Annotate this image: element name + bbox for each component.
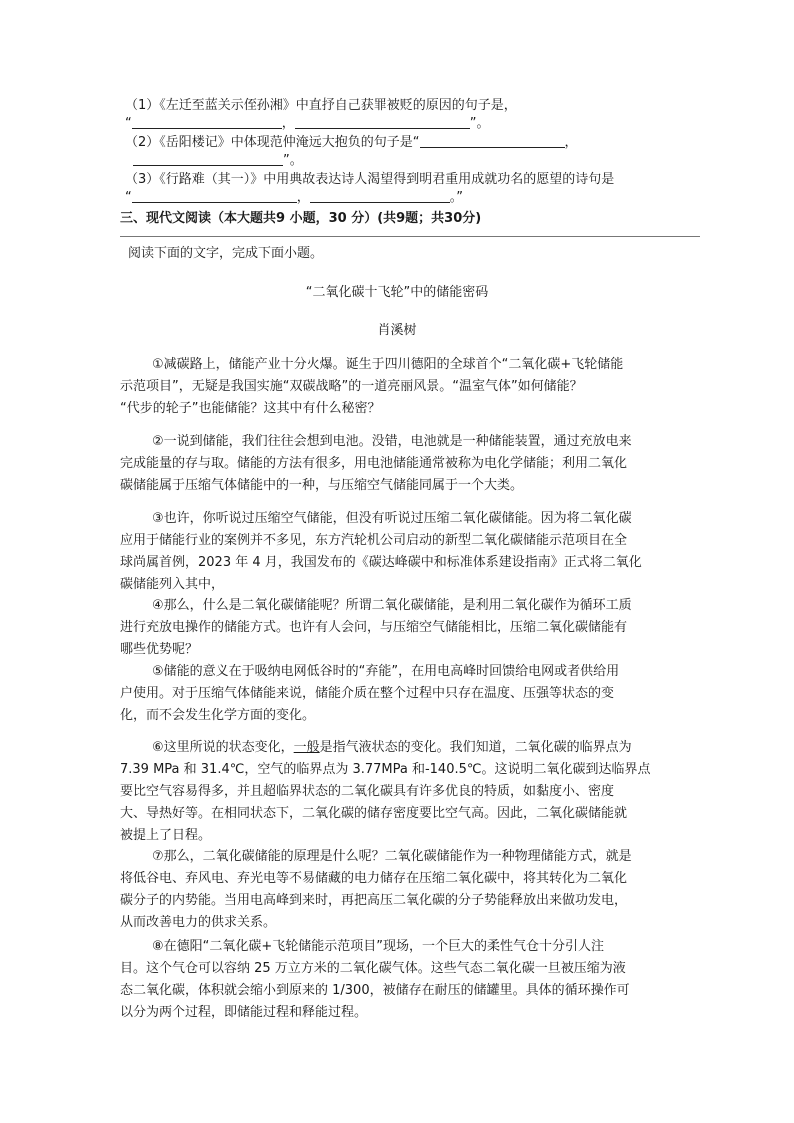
close-quote: ”。 — [469, 116, 490, 131]
question-2-line-2 — [125, 152, 303, 170]
open-quote: “ — [125, 116, 132, 131]
paragraph-8: ⑧在德阳“二氧化碳+飞轮储能示范项目”现场，一个巨大的柔性气仓十分引人注 目。这个气仓可以容纳 25 万立方米的二氧化碳气体。这些气态二氧化碳一旦被压缩为液 态二氧化碳，体积就会缩小到原来的 1/300，被储存在耐压的储罐里。具体的循环操作可 以分为两个过程，即储能过程和释能过程。 — [120, 939, 630, 1020]
separator: ， — [296, 190, 310, 205]
section-heading: 三、现代文阅读（本大题共9 小题，30 分）(共9题；共30分) — [120, 211, 482, 226]
question-3-text: （3）《行路难（其一）》中用典故表达诗人渴望得到明君重用成就功名的愿望的诗句是 — [125, 172, 615, 187]
answer-blank[interactable] — [132, 115, 282, 129]
section-divider — [120, 236, 700, 237]
open-quote: “ — [125, 190, 132, 205]
separator: ， — [281, 116, 295, 131]
answer-blank[interactable] — [132, 189, 297, 203]
paragraph-1: ①减碳路上，储能产业十分火爆。诞生于四川德阳的全球首个“二氧化碳+飞轮储能 示范项目”，无疑是我国实施“双碳战略”的一道亮丽风景。“温室气体”如何储能？ “代步的轮子”也能储能？这其中有什么秘密？ — [120, 357, 624, 416]
reading-instruction: 阅读下面的文字，完成下面小题。 — [128, 246, 324, 261]
paragraph-6: ⑥这里所说的状态变化，一般是指气液状态的变化。我们知道，二氧化碳的临界点为 7.39 MPa 和 31.4℃，空气的临界点为 3.77MPa 和-140.5℃。这说明二氧化碳到达临界点 要比空气容易得多，并且超临界状态的二氧化碳具有许多优良的特质，如黏度小、密度 大、导热好等。在相同状态下，二氧化碳的储存密度要比空气高。因此，二氧化碳储能就 被提上了日程。 — [120, 740, 651, 843]
answer-blank[interactable] — [310, 189, 450, 203]
answer-blank[interactable] — [295, 115, 470, 129]
article-title: “二氧化碳十飞轮”中的储能密码 — [305, 285, 489, 300]
paragraph-3: ③也许，你听说过压缩空气储能，但没有听说过压缩二氧化碳储能。因为将二氧化碳 应用于储能行业的案例并不多见，东方汽轮机公司启动的新型二氧化碳储能示范项目在全 球尚属首例，2023 年 4 月，我国发布的《碳达峰碳中和标准体系建设指南》正式将二氧化 碳储能列入其中， — [120, 511, 642, 592]
question-2-text: （2）《岳阳楼记》中体现范仲淹远大抱负的句子是“ — [125, 135, 420, 150]
answer-blank[interactable] — [420, 134, 565, 148]
article-author: 肖溪树 — [377, 323, 417, 338]
question-1-line-1 — [125, 97, 517, 115]
question-3-line-2 — [125, 189, 463, 207]
paragraph-2: ②一说到储能，我们往往会想到电池。没错，电池就是一种储能装置，通过充放电来 完成能量的存与取。储能的方法有很多，用电池储能通常被称为电化学储能；利用二氧化 碳储能属于压缩气体储能中的一种，与压缩空气储能同属于一个大类。 — [120, 434, 632, 493]
close-quote: ”。 — [283, 153, 303, 168]
paragraph-5: ⑤储能的意义在于吸纳电网低谷时的“弃能”，在用电高峰时回馈给电网或者供给用 户使用。对于压缩气体储能来说，储能介质在整个过程中只存在温度、压强等状态的变 化，而不会发生化学方面的变化。 — [120, 664, 620, 723]
question-1-text: （1）《左迁至蓝关示侄孙湘》中直抒自己获罪被贬的原因的句子是， — [125, 98, 517, 113]
answer-blank[interactable] — [133, 152, 283, 166]
paragraph-7: ⑦那么，二氧化碳储能的原理是什么呢？二氧化碳储能作为一种物理储能方式，就是 将低谷电、弃风电、弃光电等不易储藏的电力储存在压缩二氧化碳中，将其转化为二氧化 碳分子的内势能。当用电高峰到来时，再把高压二氧化碳的分子势能释放出来做功发电， 从而改善电力的供求关系。 — [120, 849, 632, 930]
question-1-line-2 — [125, 115, 490, 133]
paragraph-4: ④那么，什么是二氧化碳储能呢？所谓二氧化碳储能，是利用二氧化碳作为循环工质 进行充放电操作的储能方式。也许有人会问，与压缩空气储能相比，压缩二氧化碳储能有 哪些优势呢？ — [120, 598, 632, 657]
close-quote: 。” — [449, 190, 464, 205]
underlined-term: 一般 — [293, 740, 320, 755]
separator: ， — [564, 135, 578, 150]
question-3-line-1 — [125, 171, 614, 189]
question-2-line-1 — [125, 134, 578, 152]
